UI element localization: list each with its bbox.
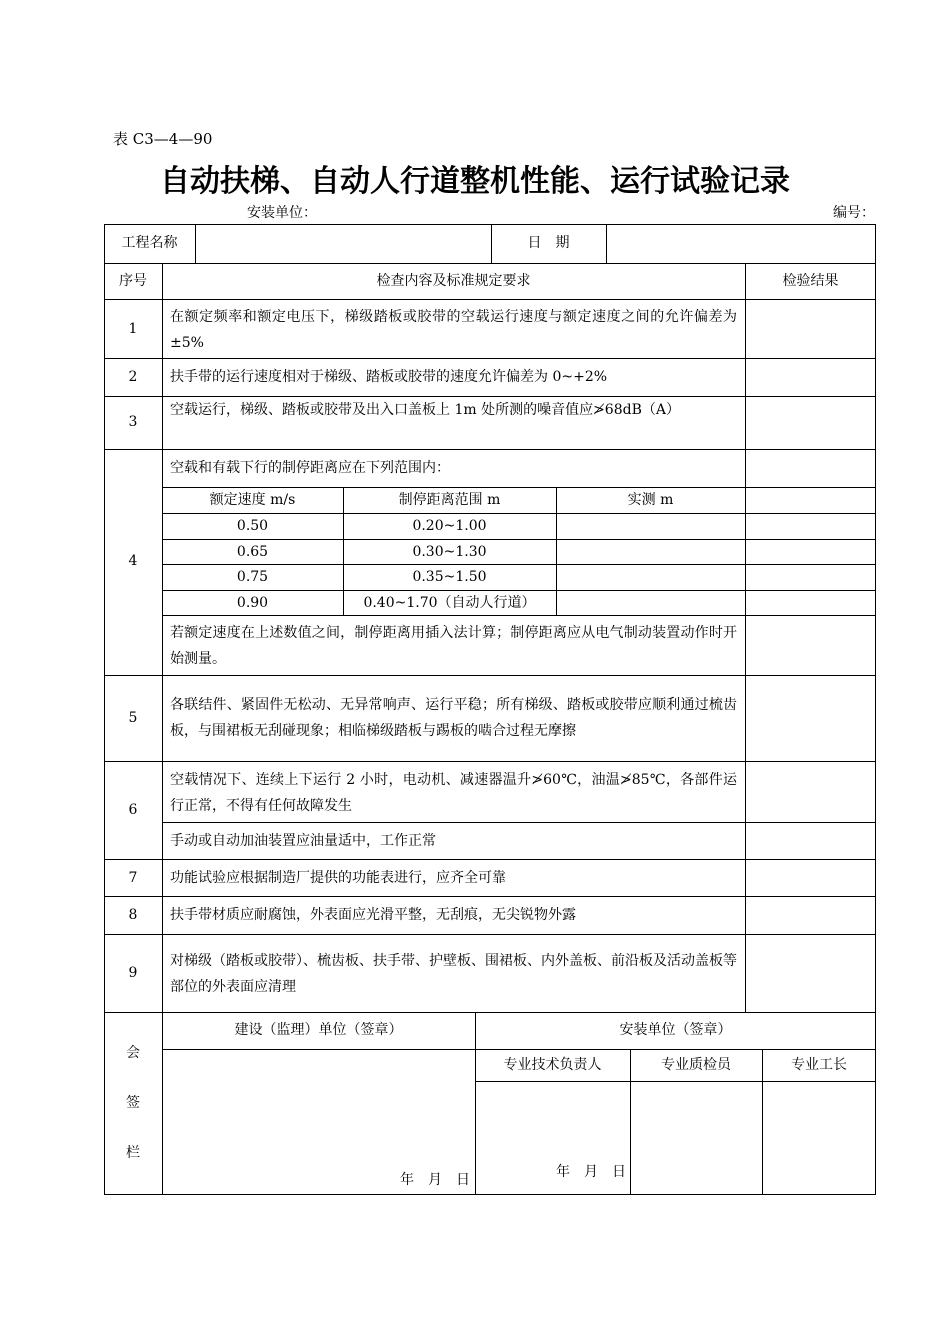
date-field[interactable]: [607, 225, 875, 263]
tech-lead-label: 专业技术负责人: [503, 1057, 602, 1073]
rule: [104, 1012, 876, 1013]
item-7-text: 功能试验应根据制造厂提供的功能表进行，应齐全可靠: [170, 870, 506, 886]
item-2-number: 2: [128, 369, 138, 385]
install-unit-label: 安装单位：: [247, 205, 317, 221]
item-6-number: 6: [128, 802, 138, 818]
item-5-number: 5: [128, 710, 138, 726]
owner-sign-date: 年 月 日: [400, 1172, 470, 1188]
item-2-result[interactable]: [746, 359, 875, 396]
item-4-note: 若额定速度在上述数值之间，制停距离用插入法计算；制停距离应从电气制动装置动作时开始测量。: [170, 625, 737, 667]
item-6-result[interactable]: [746, 762, 875, 859]
range-value: 0.30~1.30: [412, 544, 487, 560]
item-7-number: 7: [128, 870, 138, 886]
item-9-result[interactable]: [746, 935, 875, 1012]
page-title: 自动扶梯、自动人行道整机性能、运行试验记录: [160, 164, 790, 199]
item-4-number: 4: [128, 553, 138, 569]
measured-field[interactable]: [557, 565, 745, 590]
item-6-text-b: 手动或自动加油装置应油量适中，工作正常: [170, 833, 436, 849]
item-1-text: 在额定频率和额定电压下，梯级踏板或胶带的空载运行速度与额定速度之间的允许偏差为±5%: [170, 309, 737, 351]
col-rated-speed: 额定速度 m/s: [209, 492, 296, 508]
date-label: 日 期: [527, 235, 570, 251]
owner-unit-label: 建设（监理）单位（签章）: [234, 1022, 403, 1038]
owner-signature-area[interactable]: [163, 1050, 475, 1170]
foreman-signature-area[interactable]: [763, 1082, 875, 1194]
quality-inspector-signature-area[interactable]: [631, 1082, 762, 1194]
countersign-label: 会: [126, 1045, 140, 1061]
foreman-label: 专业工长: [791, 1057, 847, 1073]
range-value: 0.35~1.50: [412, 569, 487, 585]
item-3-number: 3: [128, 414, 138, 430]
countersign-label: 签: [126, 1095, 140, 1111]
rule: [104, 263, 876, 264]
item-8-result[interactable]: [746, 897, 875, 934]
form-number: 表 C3—4—90: [113, 130, 213, 148]
project-name-label: 工程名称: [121, 235, 178, 251]
item-2-text: 扶手带的运行速度相对于梯级、踏板或胶带的速度允许偏差为 0~+2%: [170, 369, 608, 385]
item-4-result[interactable]: [746, 450, 875, 675]
project-name-field[interactable]: [196, 225, 491, 263]
item-7-result[interactable]: [746, 860, 875, 896]
speed-value: 0.75: [236, 569, 269, 585]
speed-value: 0.90: [236, 595, 269, 611]
item-9-number: 9: [128, 965, 138, 981]
speed-value: 0.65: [236, 544, 269, 560]
item-8-number: 8: [128, 907, 138, 923]
item-1-number: 1: [128, 321, 138, 337]
item-6-text-a: 空载情况下、连续上下运行 2 小时，电动机、减速器温升≯60℃，油温≯85℃，各部件运行正常，不得有任何故障发生: [170, 772, 737, 814]
serial-number-label: 编号：: [833, 205, 875, 221]
speed-value: 0.50: [236, 518, 269, 534]
item-8-text: 扶手带材质应耐腐蚀，外表面应光滑平整，无刮痕，无尖锐物外露: [170, 907, 576, 923]
countersign-label: 栏: [126, 1145, 140, 1161]
header-seq: 序号: [119, 273, 147, 289]
item-9-text: 对梯级（踏板或胶带）、梳齿板、扶手带、护壁板、围裙板、内外盖板、前沿板及活动盖板等部位的外表面应清理: [170, 953, 737, 995]
install-unit-seal-label: 安装单位（签章）: [619, 1022, 732, 1038]
item-4-intro: 空载和有载下行的制停距离应在下列范围内：: [170, 460, 450, 476]
range-value: 0.20~1.00: [412, 518, 487, 534]
col-stop-range: 制停距离范围 m: [398, 492, 501, 508]
tech-lead-signature-area[interactable]: [476, 1082, 630, 1157]
col-measured: 实测 m: [627, 492, 674, 508]
header-result: 检验结果: [782, 273, 839, 289]
header-content: 检查内容及标准规定要求: [376, 273, 531, 289]
range-value: 0.40~1.70（自动人行道）: [363, 595, 536, 611]
measured-field[interactable]: [557, 591, 745, 615]
measured-field[interactable]: [557, 514, 745, 539]
item-3-text: 空载运行，梯级、踏板或胶带及出入口盖板上 1m 处所测的噪音值应≯68dB（A）: [170, 402, 680, 418]
item-5-text: 各联结件、紧固件无松动、无异常响声、运行平稳；所有梯级、踏板或胶带应顺利通过梳齿板，与围裙板无刮碰现象；相临梯级踏板与踢板的啮合过程无摩擦: [170, 697, 737, 739]
item-3-result[interactable]: [746, 397, 875, 449]
measured-field[interactable]: [557, 540, 745, 564]
quality-inspector-label: 专业质检员: [661, 1057, 731, 1073]
item-5-result[interactable]: [746, 676, 875, 761]
install-sign-date: 年 月 日: [556, 1164, 626, 1180]
item-1-result[interactable]: [746, 300, 875, 358]
